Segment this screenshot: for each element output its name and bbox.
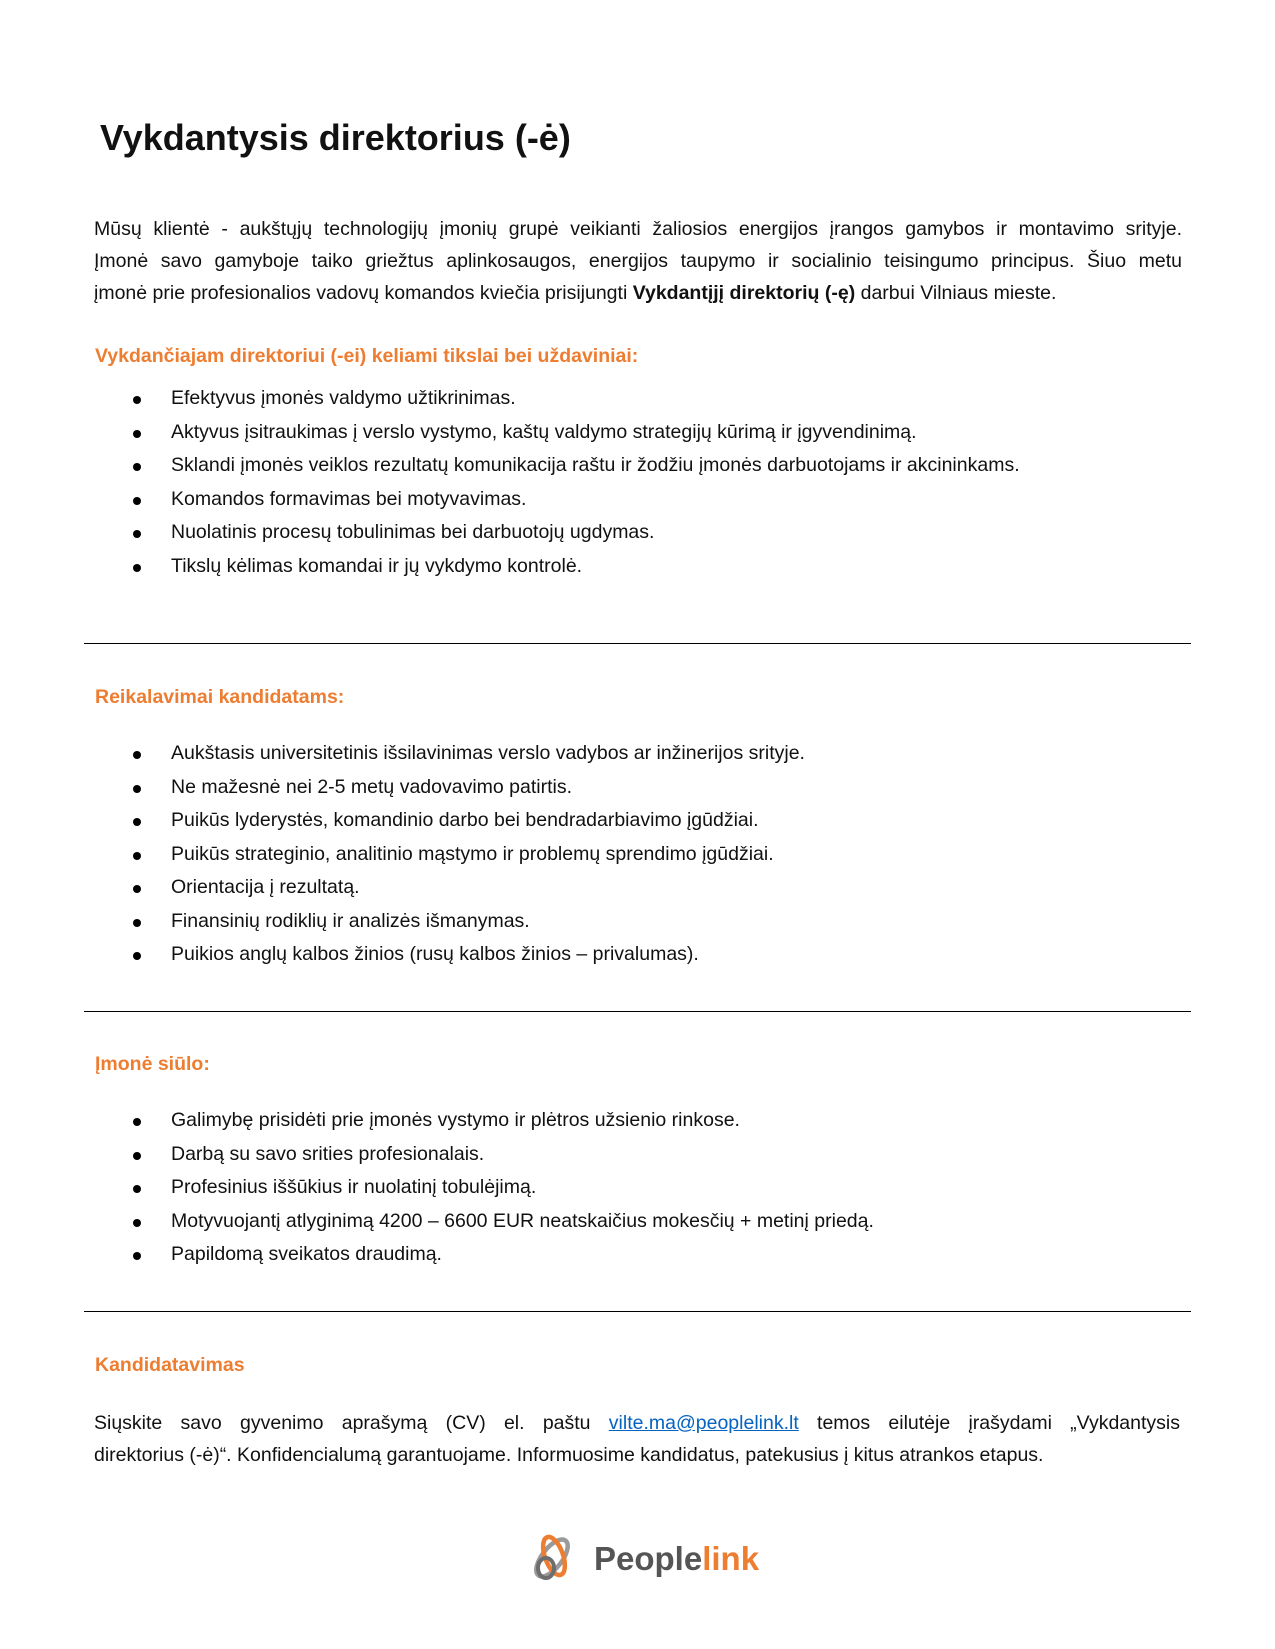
bullet-icon xyxy=(133,1252,141,1260)
list-item-text: Darbą su savo srities profesionalais. xyxy=(171,1142,485,1165)
bullet-icon xyxy=(133,497,141,505)
bullet-icon xyxy=(133,919,141,927)
bullet-icon xyxy=(133,852,141,860)
list-item-text: Aukštasis universitetinis išsilavinimas verslo vadybos ar inžinerijos srityje. xyxy=(171,742,805,764)
bullet-icon xyxy=(133,751,141,759)
application-paragraph xyxy=(94,1407,1180,1471)
section-heading-requirements: Reikalavimai kandidatams: xyxy=(95,686,345,708)
application-line-2: direktorius (-ė)“. Konfidencialumą garantuojame. Informuosime kandidatus, patekusius į kitus atrankos etapus. xyxy=(94,1444,1044,1466)
logo-text-link: link xyxy=(702,1540,760,1577)
list-item-text: Puikūs strateginio, analitinio mąstymo ir problemų sprendimo įgūdžiai. xyxy=(171,842,774,865)
section-divider xyxy=(84,1311,1191,1312)
bullet-icon xyxy=(133,430,141,438)
logo-wordmark xyxy=(594,1539,759,1579)
bullet-icon xyxy=(133,1219,141,1227)
section-divider xyxy=(84,1011,1191,1012)
list-item-text: Puikūs lyderystės, komandinio darbo bei bendradarbiavimo įgūdžiai. xyxy=(171,809,759,831)
intro-text: darbui Vilniaus mieste. xyxy=(855,282,1057,304)
bullet-icon xyxy=(133,564,141,572)
section-heading-goals: Vykdančiajam direktoriui (-ei) keliami tikslai bei uždaviniai: xyxy=(95,345,639,367)
list-item-text: Ne mažesnė nei 2-5 metų vadovavimo patirtis. xyxy=(171,775,573,798)
bullet-icon xyxy=(133,952,141,960)
logo-text-people: People xyxy=(594,1540,703,1577)
list-item-text: Komandos formavimas bei motyvavimas. xyxy=(171,487,527,510)
position-name-bold: Vykdantįjį direktorių (-ę) xyxy=(632,282,856,304)
list-item-text: Efektyvus įmonės valdymo užtikrinimas. xyxy=(171,387,516,409)
application-line-1 xyxy=(94,1407,1180,1439)
bullet-icon xyxy=(133,396,141,404)
bullet-icon xyxy=(133,1152,141,1160)
email-link[interactable]: vilte.ma@peoplelink.lt xyxy=(608,1412,799,1434)
bullet-icon xyxy=(133,1185,141,1193)
bullet-icon xyxy=(133,1118,141,1126)
bullet-icon xyxy=(133,530,141,538)
list-item-text: Motyvuojantį atlyginimą 4200 – 6600 EUR neatskaičius mokesčių + metinį priedą. xyxy=(171,1209,874,1232)
bullet-icon xyxy=(133,463,141,471)
peoplelink-logo xyxy=(524,1528,764,1588)
logo-mark-icon xyxy=(524,1528,580,1588)
bullet-icon xyxy=(133,818,141,826)
list-item-text: Nuolatinis procesų tobulinimas bei darbuotojų ugdymas. xyxy=(171,521,655,543)
application-text: temos eilutėje įrašydami „Vykdantysis xyxy=(798,1412,1180,1434)
section-divider xyxy=(84,643,1191,644)
page-title: Vykdantysis direktorius (-ė) xyxy=(100,117,571,158)
application-text: Siųskite savo gyvenimo aprašymą (CV) el. paštu xyxy=(94,1412,609,1434)
intro-line-3 xyxy=(94,277,1182,309)
list-item-text: Profesinius iššūkius ir nuolatinį tobulėjimą. xyxy=(171,1176,537,1198)
section-heading-offer: Įmonė siūlo: xyxy=(95,1053,210,1075)
list-item-text: Finansinių rodiklių ir analizės išmanymas. xyxy=(171,909,530,932)
list-item-text: Aktyvus įsitraukimas į verslo vystymo, kaštų valdymo strategijų kūrimą ir įgyvendinimą. xyxy=(171,420,917,443)
intro-text: įmonė prie profesionalios vadovų komandos kviečia prisijungti xyxy=(94,282,633,304)
bullet-icon xyxy=(133,785,141,793)
intro-line-1: Mūsų klientė - aukštųjų technologijų įmonių grupė veikianti žaliosios energijos įrangos gamybos ir montavimo srityje. xyxy=(94,218,1182,240)
bullet-icon xyxy=(133,885,141,893)
section-heading-application: Kandidatavimas xyxy=(95,1354,245,1376)
list-item-text: Orientacija į rezultatą. xyxy=(171,876,360,898)
list-item-text: Sklandi įmonės veiklos rezultatų komunikacija raštu ir žodžiu įmonės darbuotojams ir akcininkams. xyxy=(171,454,1020,476)
list-item-text: Papildomą sveikatos draudimą. xyxy=(171,1243,442,1265)
list-item-text: Tikslų kėlimas komandai ir jų vykdymo kontrolė. xyxy=(171,554,583,577)
intro-line-2: Įmonė savo gamyboje taiko griežtus aplinkosaugos, energijos taupymo ir socialinio teisingumo principus. Šiuo metu xyxy=(94,250,1182,272)
list-item-text: Galimybę prisidėti prie įmonės vystymo ir plėtros užsienio rinkose. xyxy=(171,1109,740,1131)
list-item-text: Puikios anglų kalbos žinios (rusų kalbos žinios – privalumas). xyxy=(171,943,699,965)
intro-paragraph xyxy=(94,213,1182,309)
